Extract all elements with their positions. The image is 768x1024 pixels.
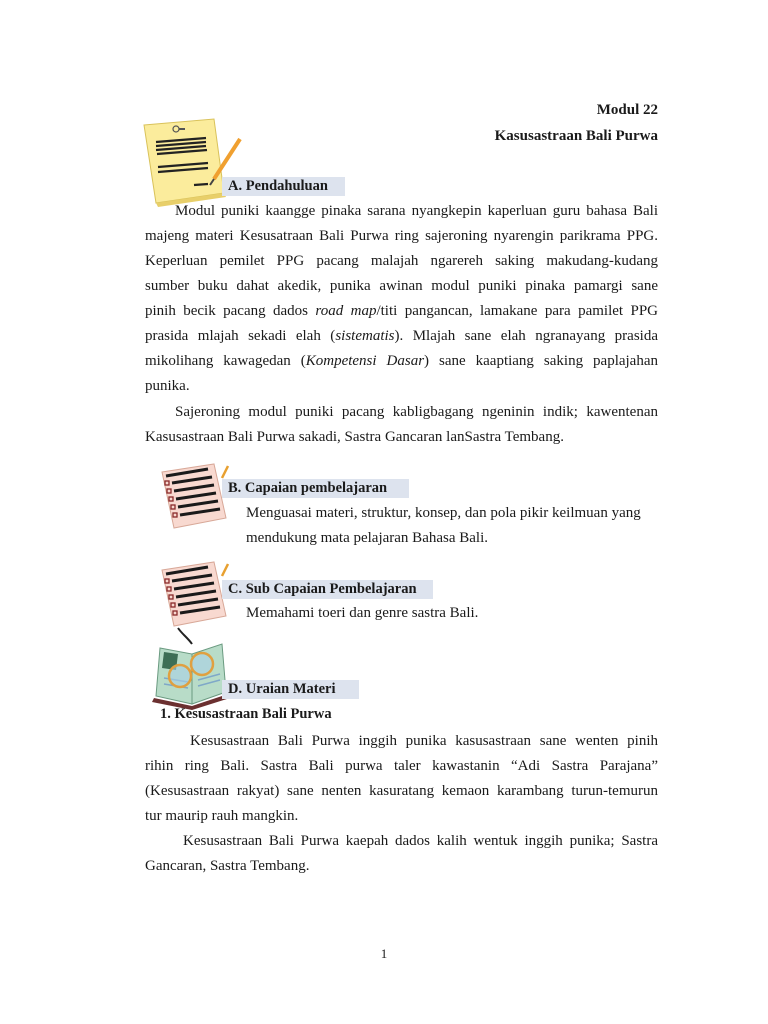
text-line: Gancaran, Sastra Tembang. <box>145 858 310 874</box>
text-run: pinih becik pacang dados <box>145 303 316 319</box>
section-a-paragraph-2 <box>145 400 658 450</box>
text-line: mendukung mata pelajaran Bahasa Bali. <box>246 530 488 546</box>
text-line: Modul puniki kaangge pinaka sarana nyangkepin kaperluan guru bahasa Bali <box>175 203 658 219</box>
text-line: Sajeroning modul puniki pacang kabligbagang ngeninin indik; kawentenan <box>175 404 658 420</box>
italic-term: road map <box>315 303 377 319</box>
text-line: Keperluan pemilet PPG pacang malajah ngarereh saking makudang-kudang <box>145 253 658 269</box>
text-line: majeng materi Kesusatraan Bali Purwa ring sajeroning nyarengin parikrama PPG. <box>145 228 658 244</box>
text-line <box>145 349 658 374</box>
section-a-heading: A. Pendahuluan <box>222 177 345 196</box>
checklist-pencil-icon <box>158 462 230 532</box>
section-d-paragraph-2 <box>145 829 658 879</box>
section-c-heading: C. Sub Capaian Pembelajaran <box>222 580 433 599</box>
text-run: ) sane kaaptiang saking paplajahan <box>424 353 658 369</box>
text-run: /titi pangancan, lamakane para pamilet PPG <box>376 303 658 319</box>
text-run: prasida mlajah sekadi elah ( <box>145 328 336 344</box>
section-c-body <box>246 601 666 626</box>
book-glasses-icon <box>152 624 232 710</box>
text-line: Memahami toeri dan genre sastra Bali. <box>246 605 479 621</box>
text-line: (Kesusastraan rakyat) sane nenten kasuratang kemaon karambang turun-temurun <box>145 783 658 799</box>
text-run: mikolihang kawagedan ( <box>145 353 306 369</box>
text-line: Menguasai materi, struktur, konsep, dan pola pikir keilmuan yang <box>246 505 641 521</box>
text-line: Kasusastraan Bali Purwa sakadi, Sastra Gancaran lanSastra Tembang. <box>145 429 564 445</box>
text-line <box>145 324 658 349</box>
text-line: rihin ring Bali. Sastra Bali purwa taler kawastanin “Adi Sastra Parajana” <box>145 758 658 774</box>
section-b-body <box>246 501 666 551</box>
module-title: Kasusastraan Bali Purwa <box>494 128 658 144</box>
text-line: punika. <box>145 378 190 394</box>
checklist-pencil-icon <box>158 560 230 630</box>
module-number: Modul 22 <box>596 102 658 118</box>
section-a-paragraph-1 <box>145 199 658 399</box>
text-run: ). Mlajah sane elah ngranayang prasida <box>394 328 658 344</box>
section-d-paragraph-1 <box>145 729 658 829</box>
section-b-heading: B. Capaian pembelajaran <box>222 479 409 498</box>
text-line: Kesusastraan Bali Purwa inggih punika kasusastraan sane wenten pinih <box>190 733 658 749</box>
italic-term: sistematis <box>335 328 395 344</box>
section-d-heading: D. Uraian Materi <box>222 680 359 699</box>
text-line: sumber buku dahat akedik, punika awinan modul puniki pinaka pamargi sane <box>145 278 658 294</box>
text-line: tur maurip rauh mangkin. <box>145 808 299 824</box>
subsection-1-title: 1. Kesusastraan Bali Purwa <box>160 706 332 722</box>
italic-term: Kompetensi Dasar <box>305 353 425 369</box>
text-line <box>145 299 658 324</box>
page-number: 1 <box>380 946 388 961</box>
text-line: Kesusastraan Bali Purwa kaepah dados kalih wentuk inggih punika; Sastra <box>183 833 658 849</box>
